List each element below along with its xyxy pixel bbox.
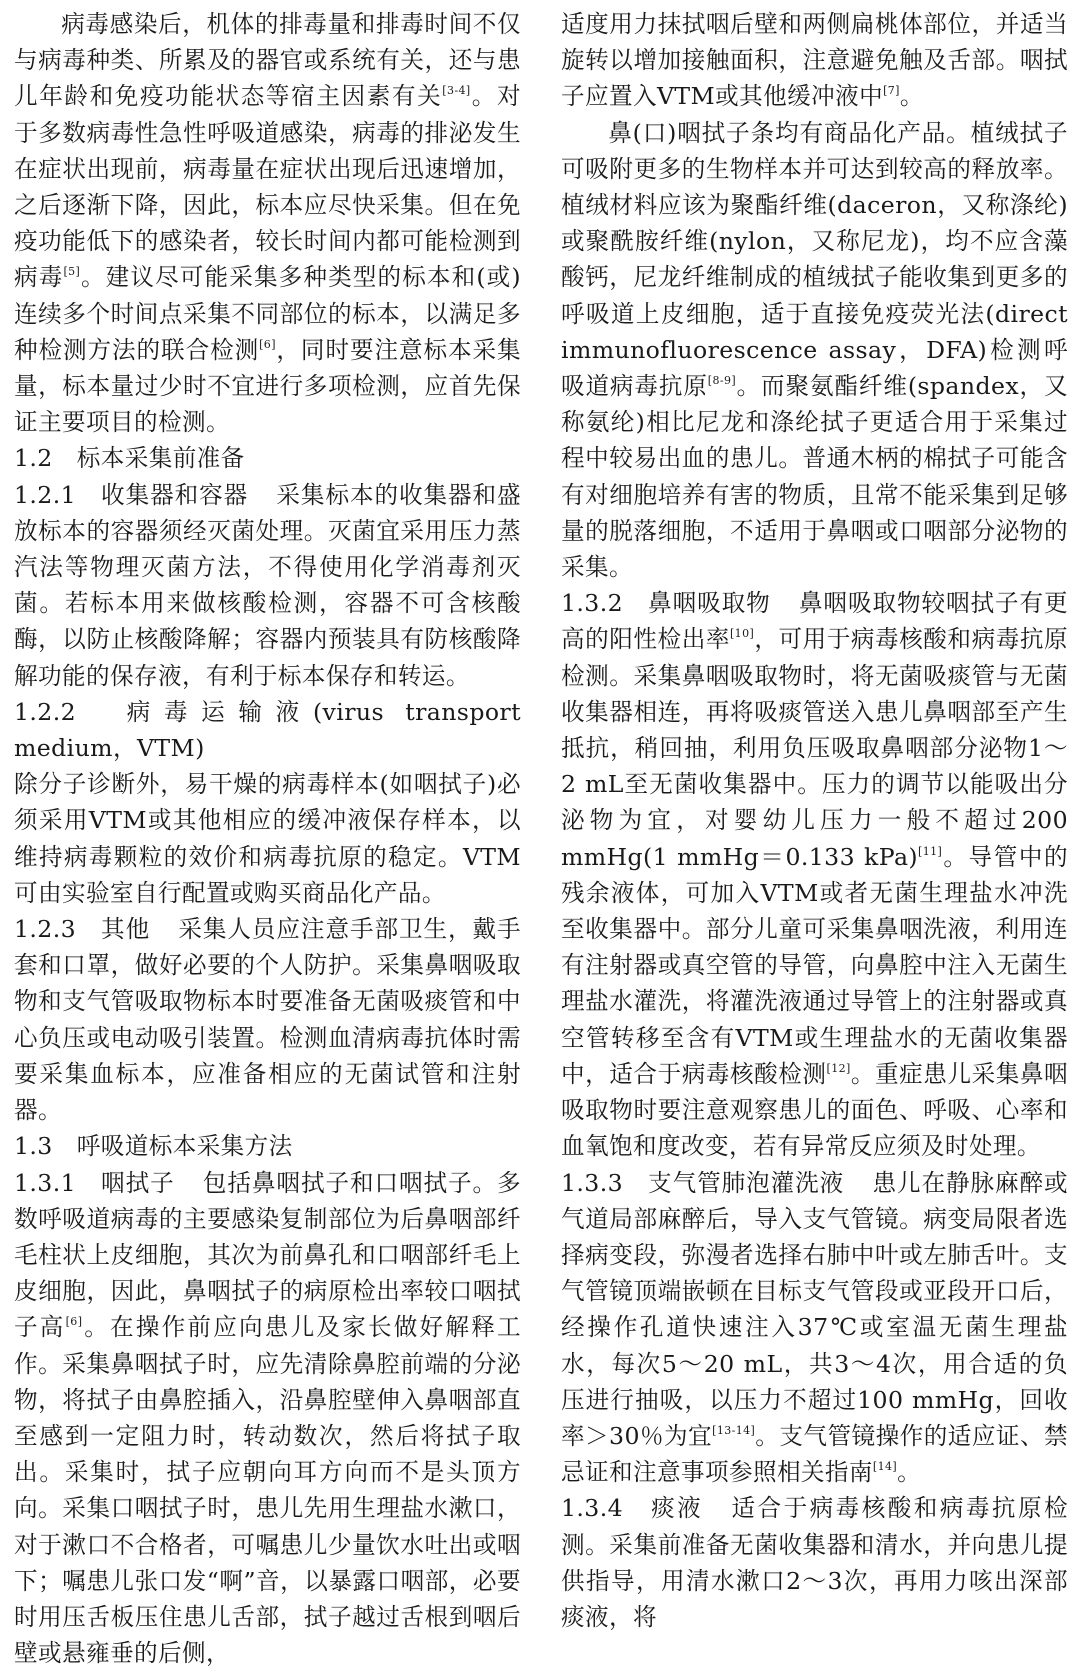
section-heading: 1.2 标本采集前准备 <box>14 440 521 476</box>
paragraph: 1.3.3 支气管肺泡灌洗液 患儿在静脉麻醉或气道局部麻醉后，导入支气管镜。病变局限者选择病变段，弥漫者选择右肺中叶或左肺舌叶。支气管镜顶端嵌顿在目标支气管段或亚段开口后，经操作孔道快速注入37℃或室温无菌生理盐水，每次5～20 mL，共3～4次，用合适的负压进行抽吸，以压力不超过100 mmHg，回收率＞30％为宜[13-14]。支气管镜操作的适应证、禁忌证和注意事项参照相关指南[14]。 <box>561 1165 1068 1491</box>
citation: [11] <box>918 845 942 858</box>
subsection-heading: 1.2.3 其他 <box>14 915 150 943</box>
paragraph: 1.2.3 其他 采集人员应注意手部卫生，戴手套和口罩，做好必要的个人防护。采集鼻咽吸取物和支气管吸取物标本时要准备无菌吸痰管和中心负压或电动吸引装置。检测血清病毒抗体时需要采集血标本，应准备相应的无菌试管和注射器。 <box>14 911 521 1128</box>
citation: [8-9] <box>708 374 736 387</box>
citation: [3-4] <box>442 84 470 97</box>
paragraph: 1.3.2 鼻咽吸取物 鼻咽吸取物较咽拭子有更高的阳性检出率[10]，可用于病毒核酸和病毒抗原检测。采集鼻咽吸取物时，将无菌吸痰管与无菌收集器相连，再将吸痰管送入患儿鼻咽部至产生抵抗，稍回抽，利用负压吸取鼻咽部分泌物1～2 mL至无菌收集器中。压力的调节以能吸出分泌物为宜，对婴幼儿压力一般不超过200 mmHg(1 mmHg＝0.133 kPa)[11]。导管中的残余液体，可加入VTM或者无菌生理盐水冲洗至收集器中。部分儿童可采集鼻咽洗液，利用连有注射器或真空管的导管，向鼻腔中注入无菌生理盐水灌洗，将灌洗液通过导管上的注射器或真空管转移至含有VTM或生理盐水的无菌收集器中，适合于病毒核酸检测[12]。重症患儿采集鼻咽吸取物时要注意观察患儿的面色、呼吸、心率和血氧饱和度改变，若有异常反应须及时处理。 <box>561 585 1068 1164</box>
citation: [10] <box>730 627 754 640</box>
paragraph: 1.3.1 咽拭子 包括鼻咽拭子和口咽拭子。多数呼吸道病毒的主要感染复制部位为后鼻咽部纤毛柱状上皮细胞，其次为前鼻孔和口咽部纤毛上皮细胞，因此，鼻咽拭子的病原检出率较口咽拭子高[6]。在操作前应向患儿及家长做好解释工作。采集鼻咽拭子时，应先清除鼻腔前端的分泌物，将拭子由鼻腔插入，沿鼻腔壁伸入鼻咽部直至感到一定阻力时，转动数次，然后将拭子取出。采集时，拭子应朝向耳方向而不是头顶方向。采集口咽拭子时，患儿先用生理盐水漱口，对于漱口不合格者，可嘱患儿少量饮水吐出或咽下；嘱患儿张口发“啊”音，以暴露口咽部，必要时用压舌板压住患儿舌部，拭子越过舌根到咽后壁或悬雍垂的后侧， <box>14 1165 521 1671</box>
paragraph: 适度用力抹拭咽后壁和两侧扁桃体部位，并适当旋转以增加接触面积，注意避免触及舌部。咽拭子应置入VTM或其他缓冲液中[7]。 <box>561 6 1068 115</box>
citation: [14] <box>873 1460 897 1473</box>
section-heading: 1.3 呼吸道标本采集方法 <box>14 1128 521 1164</box>
right-column <box>561 6 1068 1555</box>
left-column <box>14 6 521 1555</box>
paragraph: 1.2.1 收集器和容器 采集标本的收集器和盛放标本的容器须经灭菌处理。灭菌宜采用压力蒸汽法等物理灭菌方法，不得使用化学消毒剂灭菌。若标本用来做核酸检测，容器不可含核酸酶，以防止核酸降解；容器内预装具有防核酸降解功能的保存液，有利于标本保存和转运。 <box>14 477 521 694</box>
subsection-heading: 1.3.1 咽拭子 <box>14 1169 175 1197</box>
citation: [6] <box>259 338 276 351</box>
citation: [7] <box>883 84 900 97</box>
citation: [5] <box>63 265 80 278</box>
subsection-heading: 1.2.2 病毒运输液(virus transport medium，VTM) <box>14 694 521 766</box>
subsection-heading: 1.3.2 鼻咽吸取物 <box>561 589 771 617</box>
citation: [12] <box>827 1062 851 1075</box>
citation: [6] <box>66 1315 83 1328</box>
paragraph: 除分子诊断外，易干燥的病毒样本(如咽拭子)必须采用VTM或其他相应的缓冲液保存样本，以维持病毒颗粒的效价和病毒抗原的稳定。VTM可由实验室自行配置或购买商品化产品。 <box>14 766 521 911</box>
subsection-heading: 1.2.1 收集器和容器 <box>14 481 248 509</box>
paragraph: 1.3.4 痰液 适合于病毒核酸和病毒抗原检测。采集前准备无菌收集器和清水，并向患儿提供指导，用清水漱口2～3次，再用力咳出深部痰液，将 <box>561 1490 1068 1635</box>
citation: [13-14] <box>712 1424 755 1437</box>
paragraph: 鼻(口)咽拭子条均有商品化产品。植绒拭子可吸附更多的生物样本并可达到较高的释放率。植绒材料应该为聚酯纤维(daceron，又称涤纶)或聚酰胺纤维(nylon，又称尼龙)，均不应含藻酸钙，尼龙纤维制成的植绒拭子能收集到更多的呼吸道上皮细胞，适于直接免疫荧光法(direct immunofluorescence assay，DFA)检测呼吸道病毒抗原[8-9]。而聚氨酯纤维(spandex，又称氨纶)相比尼龙和涤纶拭子更适合用于采集过程中较易出血的患儿。普通木柄的棉拭子可能含有对细胞培养有害的物质，且常不能采集到足够量的脱落细胞，不适用于鼻咽或口咽部分泌物的采集。 <box>561 115 1068 586</box>
paragraph: 病毒感染后，机体的排毒量和排毒时间不仅与病毒种类、所累及的器官或系统有关，还与患儿年龄和免疫功能状态等宿主因素有关[3-4]。对于多数病毒性急性呼吸道感染，病毒的排泌发生在症状出现前，病毒量在症状出现后迅速增加，之后逐渐下降，因此，标本应尽快采集。但在免疫功能低下的感染者，较长时间内都可能检测到病毒[5]。建议尽可能采集多种类型的标本和(或)连续多个时间点采集不同部位的标本，以满足多种检测方法的联合检测[6]，同时要注意标本采集量，标本量过少时不宜进行多项检测，应首先保证主要项目的检测。 <box>14 6 521 440</box>
subsection-heading: 1.3.3 支气管肺泡灌洗液 <box>561 1169 844 1197</box>
subsection-heading: 1.3.4 痰液 <box>561 1494 703 1522</box>
